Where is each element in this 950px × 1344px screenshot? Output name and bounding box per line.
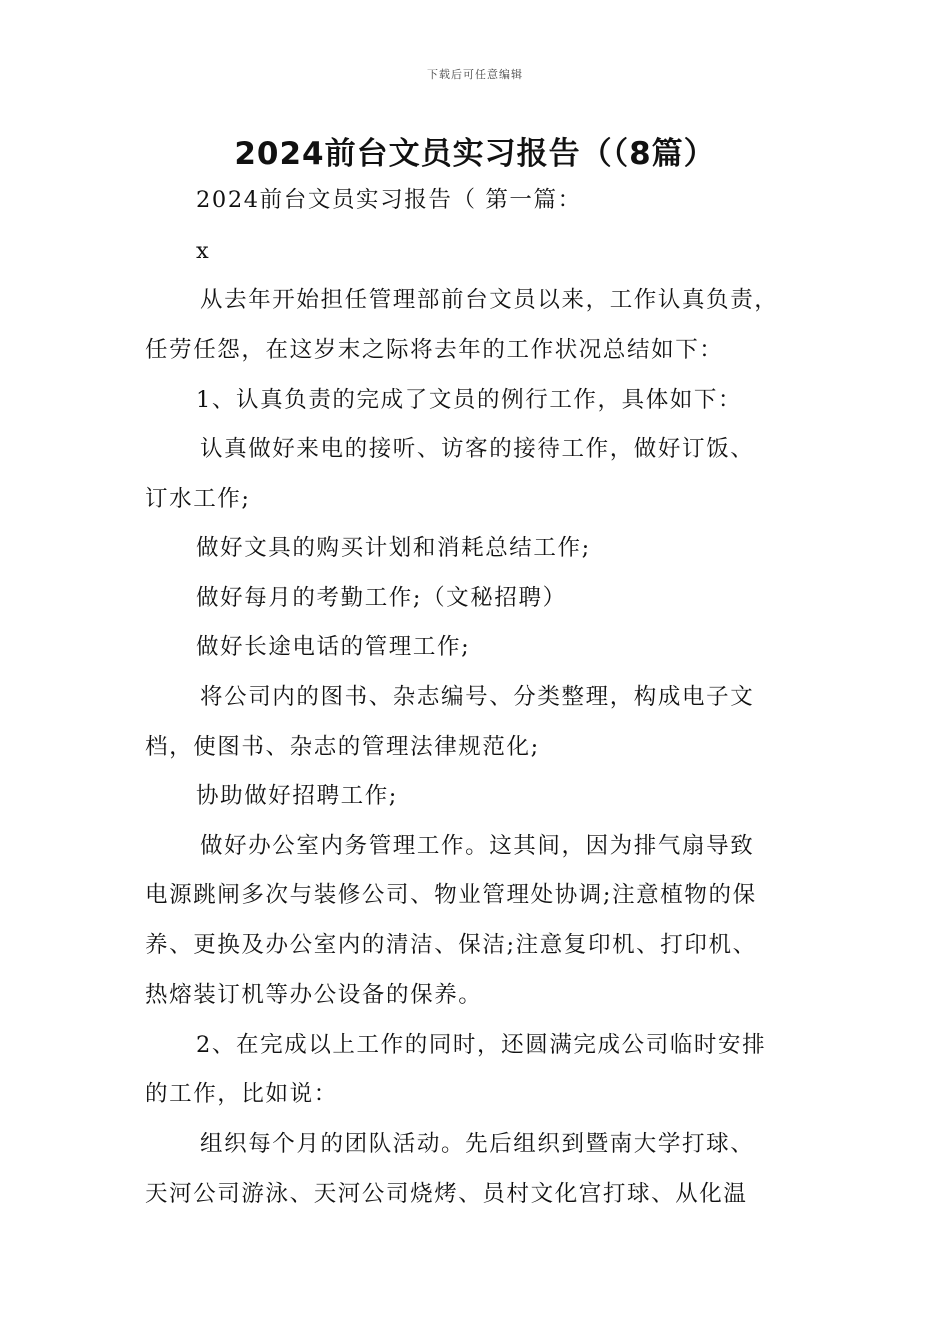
paragraph-line: 天河公司游泳、天河公司烧烤、员村文化宫打球、从化温 <box>145 1181 748 1207</box>
document-title: 2024前台文员实习报告（（8篇） <box>234 136 716 172</box>
paragraph-line: 订水工作; <box>145 486 251 512</box>
paragraph-line: 做好每月的考勤工作;（文秘招聘） <box>196 585 567 611</box>
paragraph-line: 认真做好来电的接听、访客的接待工作，做好订饭、 <box>200 436 755 462</box>
paragraph-line: x <box>196 238 211 264</box>
header-note: 下载后可任意编辑 <box>427 68 523 81</box>
paragraph-line: 做好文具的购买计划和消耗总结工作; <box>196 535 591 561</box>
paragraph-line: 养、更换及办公室内的清洁、保洁;注意复印机、打印机、 <box>145 932 757 958</box>
paragraph-line: 1、认真负责的完成了文员的例行工作，具体如下： <box>196 387 743 413</box>
paragraph-line: 做好长途电话的管理工作; <box>196 634 471 660</box>
paragraph-line: 热熔装订机等办公设备的保养。 <box>145 982 483 1008</box>
paragraph-line: 组织每个月的团队活动。先后组织到暨南大学打球、 <box>200 1131 755 1157</box>
paragraph-line: 2、在完成以上工作的同时，还圆满完成公司临时安排 <box>196 1032 767 1058</box>
paragraph-line: 协助做好招聘工作; <box>196 783 398 809</box>
paragraph-line: 从去年开始担任管理部前台文员以来，工作认真负责， <box>200 287 779 313</box>
paragraph-line: 做好办公室内务管理工作。这其间，因为排气扇导致 <box>200 833 755 859</box>
section-heading: 2024前台文员实习报告（ 第一篇： <box>196 187 582 213</box>
paragraph-line: 档，使图书、杂志的管理法律规范化; <box>145 734 540 760</box>
paragraph-line: 将公司内的图书、杂志编号、分类整理，构成电子文 <box>200 684 755 710</box>
paragraph-line: 的工作，比如说： <box>145 1081 338 1107</box>
paragraph-line: 任劳任怨，在这岁末之际将去年的工作状况总结如下： <box>145 337 724 363</box>
paragraph-line: 电源跳闸多次与装修公司、物业管理处协调;注意植物的保 <box>145 882 757 908</box>
